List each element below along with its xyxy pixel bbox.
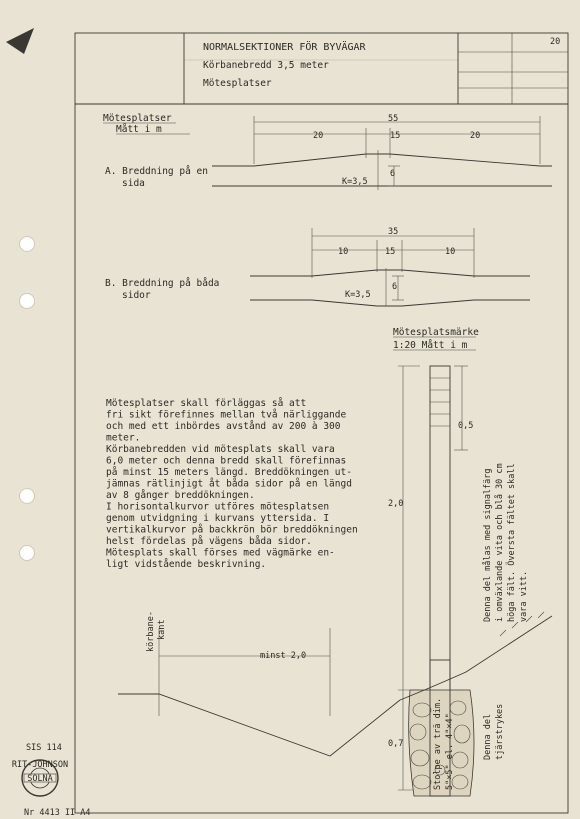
body-text-line: Körbanebredden vid mötesplats skall vara	[106, 444, 335, 455]
sign-note-line-3: höga fält. Översta fältet skall	[507, 463, 517, 622]
sign-note-line-4: vara vitt.	[519, 570, 529, 622]
fig-b-seg2: 15	[385, 247, 396, 257]
header-subtitle: Körbanebredd 3,5 meter	[203, 60, 329, 71]
fig-a-six: 6	[390, 169, 396, 179]
fig-b-k: K=3,5	[345, 290, 371, 300]
body-text-line: meter.	[106, 432, 141, 444]
post-note-line-1: Stolpe av trä dim.	[433, 697, 443, 790]
fig-a-k: K=3,5	[342, 177, 368, 187]
sis-code: SIS 114	[26, 743, 62, 753]
body-text-line: Mötesplats skall förses med vägmärke en-	[106, 547, 335, 559]
fig-a-seg1: 20	[313, 131, 324, 141]
sheet-number: 20	[550, 37, 561, 47]
section-title: Mötesplatser	[103, 113, 172, 124]
body-text-line: genom utvidgning i kurvans yttersida. I	[106, 513, 330, 524]
body-text-line: Mötesplatser skall förläggas så att	[106, 398, 307, 409]
punch-hole	[20, 294, 35, 309]
fig-a-seg2: 15	[390, 131, 401, 141]
tar-note-line-1: Denna del	[483, 713, 493, 760]
body-text-line: I horisontalkurvor utföres mötesplatsen	[106, 501, 330, 513]
fig-a-seg3: 20	[470, 131, 481, 141]
fig-a-total-dim: 55	[388, 114, 399, 124]
fig-b-six: 6	[392, 282, 398, 292]
edge-label-2: kant	[157, 619, 167, 640]
header-title: NORMALSEKTIONER FÖR BYVÄGAR	[203, 42, 366, 53]
body-text-line: av 8 gånger breddökningen.	[106, 490, 255, 501]
fig-a-label-1: A. Breddning på en	[105, 166, 208, 177]
body-text-line: ligt vidstående beskrivning.	[106, 559, 267, 570]
fig-b-label-2: sidor	[122, 290, 151, 301]
body-text-line: fri sikt förefinnes mellan två närliggande	[106, 409, 347, 421]
punch-hole	[20, 546, 35, 561]
header-section-name: Mötesplatser	[203, 78, 272, 89]
stamp-bottom-text: SOLNA	[27, 774, 53, 784]
tar-note-line-2: tjärstrykes	[495, 703, 505, 760]
body-text-line: jämnas rätlinjigt åt båda sidor på en längd	[106, 478, 352, 490]
fig-a-label-2: sida	[122, 178, 145, 189]
body-text-line: på minst 15 meters längd. Breddökningen ut-	[106, 467, 352, 478]
sign-scale: 1:20 Mått i m	[393, 340, 468, 351]
sign-height-dim: 2,0	[388, 499, 404, 509]
min-width-label: minst 2,0	[260, 651, 307, 661]
punch-hole	[20, 489, 35, 504]
sign-bottom-dim: 0,7	[388, 739, 404, 749]
post-note-line-2: 5"×5" el. 4"×4"	[445, 713, 455, 790]
fig-b-total-dim: 35	[388, 227, 399, 237]
fig-b-label-1: B. Breddning på båda	[105, 278, 220, 289]
sign-note-line-1: Denna del målas med signalfärg	[483, 468, 493, 622]
sign-top-dim: 0,5	[458, 421, 474, 431]
body-text-line: och med ett inbördes avstånd av 200 à 300	[106, 421, 341, 432]
form-number: Nr 4413 II A4	[24, 808, 91, 818]
sign-note-line-2: i omväxlande vita och blå 30 cm	[495, 463, 505, 622]
section-scale: Mått i m	[116, 124, 162, 135]
stamp-top-text: RIT-JOHNSON	[11, 760, 69, 770]
edge-label-1: körbane-	[146, 611, 156, 652]
fig-b-seg1: 10	[338, 247, 349, 257]
sign-title: Mötesplatsmärke	[393, 327, 479, 338]
body-text-line: vertikalkurvor på backkrön bör breddökningen	[106, 524, 358, 536]
punch-hole	[20, 237, 35, 252]
body-text-line: 6,0 meter och denna bredd skall förefinnas	[106, 455, 347, 467]
fig-b-seg3: 10	[445, 247, 456, 257]
body-text-line: helst fördelas på vägens båda sidor.	[106, 536, 312, 547]
